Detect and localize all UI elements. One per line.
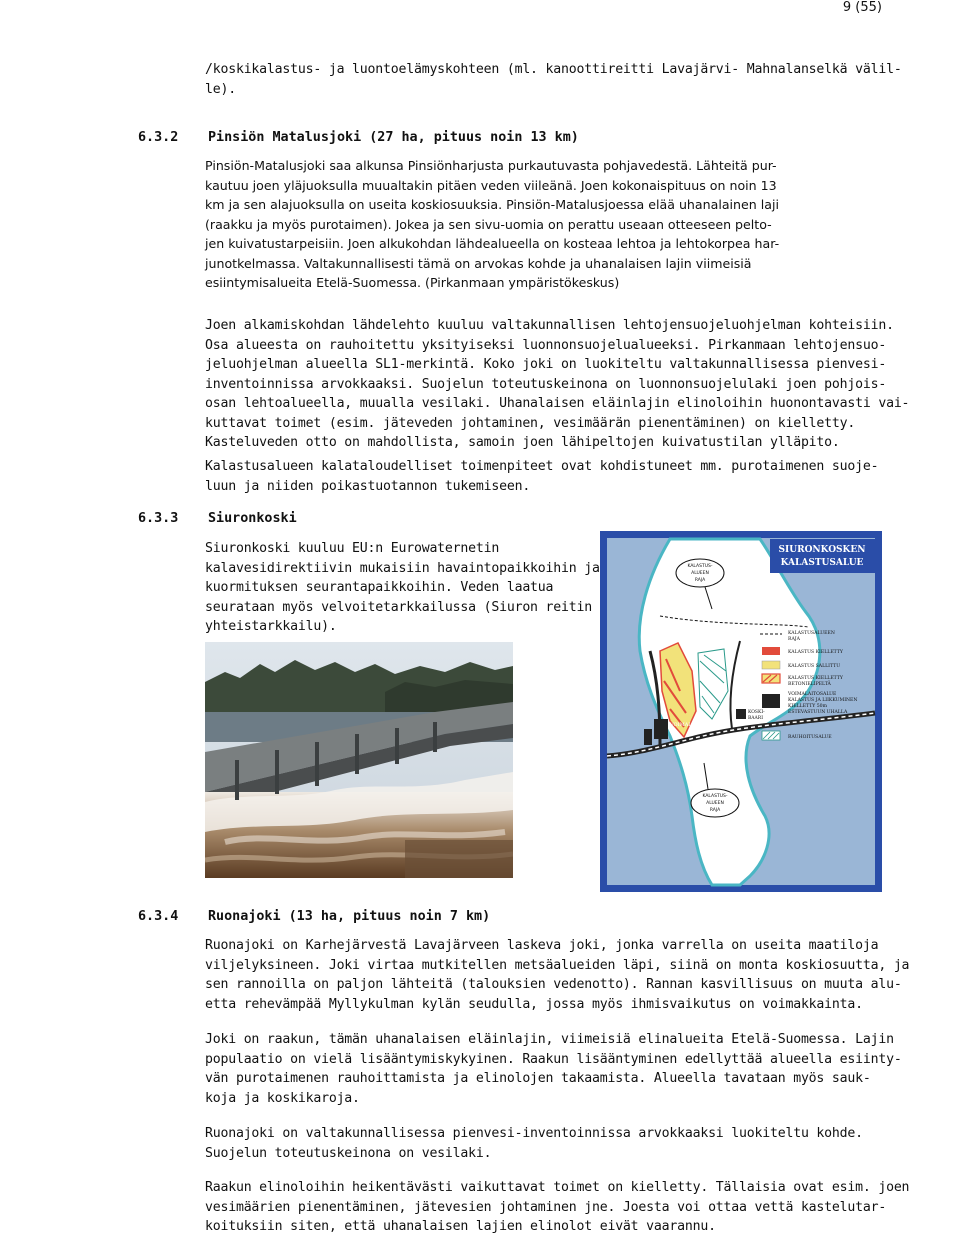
section-heading-634 [138,909,490,924]
legend-forbidden-concrete-1: KALASTUS KIELLETTY [788,676,843,681]
section-number: 6.3.4 [138,909,179,924]
callout-top-line-3: RAJA [694,578,706,583]
koskibaari-building [736,709,746,719]
legend-power-plant-2: KALASTUS JA LIIKKUMINEN [788,698,858,703]
label-voimala: VOIMALA [670,722,696,728]
s633-paragraph-1 [205,539,600,637]
power-plant-building [654,719,668,739]
text-line: Osa alueesta on rauhoitettu yksityiseksi luonnonsuojelualueeksi. Pirkanmaan lehtojensuo- [205,337,887,353]
section-title: Pinsiön Matalusjoki (27 ha, pituus noin 13 km) [208,130,579,145]
legend-swatch-forbidden [762,647,780,655]
section-title: Ruonajoki (13 ha, pituus noin 7 km) [208,909,491,924]
section-number: 6.3.3 [138,511,179,526]
text-line: km ja sen alajuoksulla on useita koskiosuuksia. Pinsiön-Matalusjoessa elää uhanalainen laji [205,197,779,212]
legend-swatch-power-plant [762,694,780,708]
legend-forbidden-concrete-2: BETONIELIPELTÄ [788,682,831,687]
text-line: junotkelmassa. Valtakunnallisesti tämä on arvokas kohde ja uhanalaisen lajin viimeisiä [205,255,752,271]
s634-paragraph-3 [205,1124,863,1163]
label-koskibaari-2: BAARI [748,716,763,721]
text-line: yhteistarkkailu). [205,619,337,634]
legend-swatch-allowed [762,661,780,669]
legend-boundary-1: KALASTUSALUEEN [788,631,835,636]
map-title-line-2: KALASTUSALUE [780,558,864,568]
section-heading-632 [138,130,579,145]
s634-paragraph-2 [205,1030,902,1108]
section-number: 6.3.2 [138,130,179,145]
text-line: luun ja niiden poikastuotannon tukemiseen. [205,478,531,494]
text-line: kalavesidirektiivin mukaisiin havaintopaikkoihin ja [205,560,600,576]
text-line: jeluohjelman alueella SL1-merkintä. Koko joki on luokiteltu valtakunnallisessa pienvesi- [205,357,887,372]
label-koskibaari-1: KOSKI- [748,710,765,715]
dam-photo-illustration [205,642,513,878]
page-number: 9 (55) [842,0,882,15]
text-line: kuttavat toimet (esim. jäteveden johtaminen, vesimäärän pienentäminen) on kielletty. [205,415,856,431]
s634-paragraph-4 [205,1178,909,1237]
text-line: Ruonajoki on Karhejärvestä Lavajärveen laskeva joki, jonka varrella on useita maatiloja [205,938,879,953]
callout-bottom-line-1: KALASTUS- [702,794,728,799]
legend-power-plant-4: ESTEVASTUUN UHALLA [788,710,848,715]
text-line: Joen alkamiskohdan lähdelehto kuuluu valtakunnallisen lehtojensuojeluohjelman kohteisiin. [205,318,894,333]
text-line: kuormituksen seurantapaikkoihin. Veden laatua [205,580,554,595]
text-line: populaatio on vielä lisääntymiskykyinen. Raakun lisääntyminen edellyttää alueella esiinty- [205,1051,902,1067]
text-line: Pinsiön-Matalusjoki saa alkunsa Pinsiönharjusta purkautuvasta pohjavedestä. Lähteitä pur- [205,158,777,173]
text-line: inventoinnissa arvokkaaksi. Suojelun toteutuskeinona on luonnonsuojelulaki joen pohjois- [205,376,887,392]
callout-top-line-1: KALASTUS- [687,564,713,569]
text-line: koja ja koskikaroja. [205,1090,360,1106]
text-line: Suojelun toteutuskeinona on vesilaki. [205,1145,492,1161]
building [644,729,652,745]
text-line: kautuu joen yläjuoksulla muualtakin pitäen veden viileänä. Joen kokonaispituus on noin 13 [205,177,777,193]
text-line: (raakku ja myös purotaimen). Jokea ja sen sivu-uomia on perattu useaan otteeseen pelto- [205,216,772,232]
siuronkoski-fishing-area-map [600,531,882,892]
text-line: Raakun elinoloihin heikentävästi vaikuttavat toimet on kielletty. Tällaisia ovat esim. joen [205,1180,910,1195]
text-line: viljelyksineen. Joki virtaa mutkitellen metsäalueiden läpi, siinä on monta koskiosuutta, ja [205,957,910,973]
text-line: Kalastusalueen kalataloudelliset toimenpiteet ovat kohdistuneet mm. purotaimenen suoje- [205,459,879,474]
callout-top-line-2: ALUEEN [691,571,709,576]
section-title: Siuronkoski [208,511,297,526]
callout-bottom-line-3: RAJA [709,808,721,813]
legend-power-plant-1: VOIMALAITOSALUE [788,692,837,697]
text-line: Siuronkoski kuuluu EU:n Eurowaternetin [205,541,500,556]
legend-allowed: KALASTUS SALLITTU [788,664,841,669]
legend-boundary-2: RAJA [788,637,800,642]
text-line: seurataan myös velvoitetarkkailussa (Siuron reitin [205,599,592,615]
text-line: sen rannoilla on paljon lähteitä (talouksien vedenotto). Rannan kasvillisuus on muuta alu- [205,977,902,992]
text-line: le). [205,81,236,97]
s632-paragraph-3 [205,457,878,496]
text-line: Kasteluveden otto on mahdollista, samoin joen lähipeltojen kuivatustilan ylläpito. [205,435,840,450]
legend-power-plant-3: KIELLETTY 50m [788,704,827,709]
legend-forbidden: KALASTUS KIELLETTY [788,650,843,655]
s634-paragraph-1 [205,936,909,1014]
map-title-line-1: SIURONKOSKEN [778,545,866,555]
s632-paragraph-1 [205,156,779,293]
text-line: esiintymisalueita Etelä-Suomessa. (Pirkanmaan ympäristökeskus) [205,275,620,290]
text-line: jen kuivatustarpeisiin. Joen alkukohdan lähdealueella on kosteaa lehtoa ja lehtokorpea har- [205,236,780,251]
text-line: vesimäärien pienentäminen, jätevesien johtaminen jne. Joesta voi ottaa vettä kastelutar- [205,1199,887,1215]
text-line: Ruonajoki on valtakunnallisessa pienvesi-inventoinnissa arvokkaaksi luokiteltu kohde. [205,1126,863,1141]
siuronkoski-photo [205,642,513,878]
intro-paragraph [205,60,902,99]
text-line: etta rehevämpää Myllykulman kylän seudulla, jossa myös ihmisvaikutus on voimakkainta. [205,996,863,1012]
text-line: vän purotaimenen rauhoittamista ja elinolojen takaamista. Alueella tavataan myös sauk- [205,1071,871,1086]
s632-paragraph-2 [205,316,909,453]
text-line: koituksiin siten, että uhanalaisen lajien elinolot eivät vaarannu. [205,1219,716,1234]
callout-bottom-line-2: ALUEEN [706,801,724,806]
section-heading-633 [138,511,297,526]
fishing-area-map [600,531,882,892]
legend-protected: RAUHOITUSALUE [788,735,832,740]
text-line: Joki on raakun, tämän uhanalaisen eläinlajin, viimeisiä elinalueita Etelä-Suomessa. Lajin [205,1032,894,1047]
text-line: /koskikalastus- ja luontoelämyskohteen (ml. kanoottireitti Lavajärvi- Mahnalanselkä välil- [205,62,902,77]
text-line: osan lehtoalueella, muualla vesilaki. Uhanalaisen eläinlajin elinoloihin huonontavasti vai- [205,396,910,411]
